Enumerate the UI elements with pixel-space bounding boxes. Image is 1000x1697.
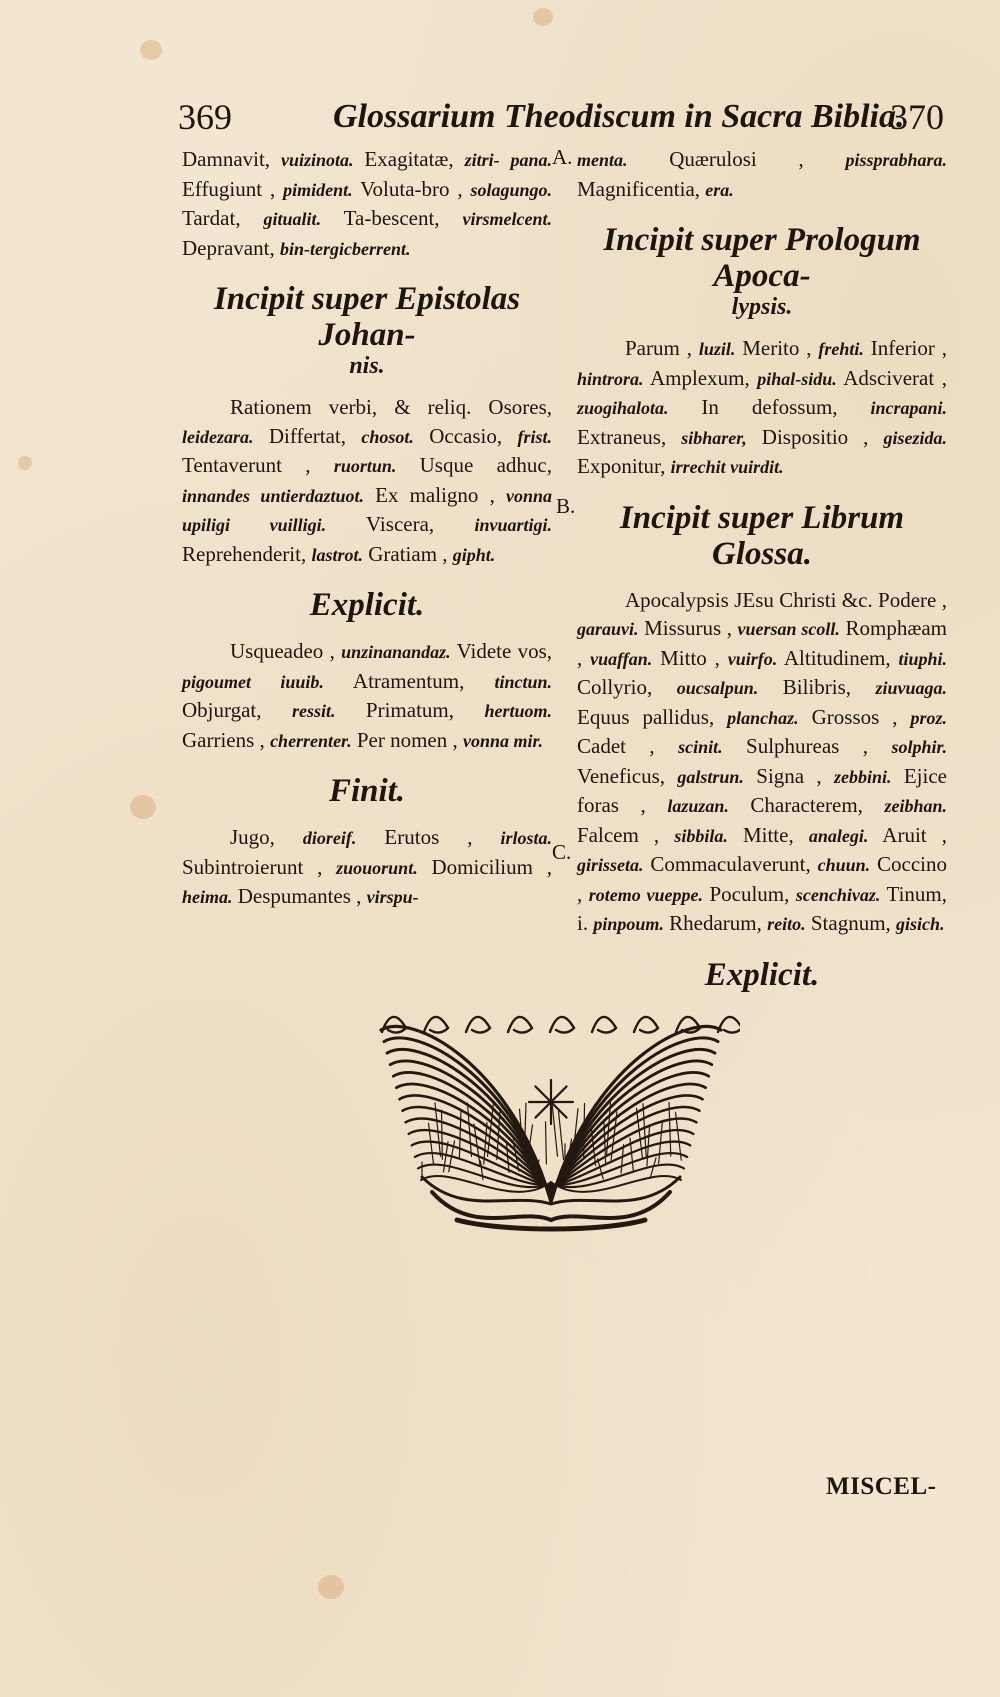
gloss-paragraph	[182, 393, 552, 569]
gloss-term: vuirfo.	[727, 648, 778, 669]
left-column	[182, 145, 552, 912]
gloss-term: planchaz.	[727, 707, 799, 728]
latin-text: Differtat,	[253, 423, 362, 448]
gloss-term: pigoumet iuuib.	[182, 671, 324, 692]
gloss-paragraph	[577, 334, 947, 482]
latin-text: Depravant,	[182, 235, 280, 260]
gloss-term: bin-tergicberrent.	[279, 238, 411, 259]
latin-text: Tentaverunt ,	[182, 453, 334, 477]
latin-text: Veneficus,	[577, 763, 678, 788]
gloss-term: pimident.	[283, 179, 353, 200]
gloss-term: hintrora.	[577, 368, 644, 389]
latin-text: Effugiunt ,	[182, 176, 284, 201]
page-number-left: 369	[178, 97, 232, 137]
foxing-spot	[318, 1575, 344, 1599]
foxing-spot	[140, 40, 162, 60]
gloss-term: garauvi.	[577, 619, 639, 639]
gloss-term: oucsalpun.	[676, 678, 759, 698]
gloss-term: leidezara.	[182, 426, 254, 447]
gloss-term: pihal-sidu.	[757, 368, 837, 389]
gloss-paragraph	[182, 637, 552, 755]
latin-text: Occasio,	[413, 423, 518, 448]
margin-marker-b: B.	[556, 494, 576, 518]
gloss-term: virspu-	[366, 887, 419, 907]
gloss-paragraph	[182, 145, 552, 263]
gloss-term: luzil.	[698, 339, 736, 359]
latin-text: Voluta-bro ,	[352, 176, 471, 201]
gloss-term: scinit.	[678, 737, 723, 757]
gloss-term: analegi.	[808, 825, 869, 846]
gloss-term: invuartigi.	[474, 515, 552, 535]
gloss-term: unzinanandaz.	[341, 642, 451, 662]
latin-text: Ejice foras ,	[577, 763, 947, 817]
gloss-term: solphir.	[891, 737, 947, 757]
gloss-term: zebbini.	[834, 766, 892, 787]
gloss-term: hertuom.	[484, 701, 552, 721]
gloss-term: frist.	[517, 426, 552, 447]
margin-marker-c: C.	[552, 840, 572, 864]
section-heading: Incipit super Librum Glossa.	[619, 499, 905, 572]
latin-text: Ta-bescent,	[321, 206, 463, 230]
latin-text: Atramentum,	[323, 668, 495, 693]
gloss-term: vuersan scoll.	[737, 619, 840, 639]
gloss-term: tinctun.	[494, 671, 553, 692]
gloss-term: zeibhan.	[884, 796, 947, 816]
latin-text: Despumantes ,	[232, 884, 367, 908]
gloss-paragraph	[577, 586, 947, 939]
gloss-term: heima.	[182, 887, 233, 907]
foxing-spot	[130, 795, 156, 819]
latin-text: Inferior ,	[863, 336, 948, 360]
running-header	[178, 96, 944, 146]
gloss-term: innandes untierdaztuot.	[182, 485, 364, 506]
woodcut-ornament	[362, 992, 740, 1238]
gloss-term: lastrot.	[311, 544, 363, 565]
gloss-term: ruortun.	[333, 456, 397, 476]
latin-text: Tardat,	[182, 206, 264, 230]
section-heading: Finit.	[328, 773, 406, 809]
latin-text: Characterem,	[728, 793, 885, 817]
latin-text: Missurus ,	[638, 616, 738, 640]
gloss-term: chosot.	[361, 426, 414, 447]
gloss-term: girisseta.	[577, 855, 644, 875]
latin-text: Primatum,	[335, 698, 485, 722]
latin-text: Mitte,	[727, 822, 809, 847]
section-heading: Explicit.	[309, 587, 425, 623]
gloss-term: proz.	[910, 707, 947, 728]
section-heading: Incipit super Epistolas Johan- nis.	[213, 281, 521, 379]
gloss-term: virsmelcent.	[462, 209, 552, 229]
gloss-term: zuogihalota.	[577, 398, 669, 418]
latin-text: Romphæam ,	[577, 616, 947, 670]
latin-text: Mitto ,	[652, 645, 728, 670]
gloss-term: vuizinota.	[280, 150, 354, 170]
foxing-spot	[18, 456, 32, 470]
latin-text: Ex maligno ,	[363, 482, 506, 507]
latin-text: Viscera,	[326, 512, 475, 536]
latin-text: Adsciverat ,	[836, 365, 947, 390]
gloss-term: lazuzan.	[667, 796, 729, 816]
gloss-term: irlosta.	[500, 828, 552, 848]
latin-text: Usqueadeo ,	[230, 639, 342, 663]
latin-text: Merito ,	[735, 336, 819, 360]
gloss-term: sibbila.	[674, 825, 728, 846]
latin-text: Sulphureas ,	[722, 734, 892, 758]
latin-text: Collyrio,	[577, 675, 677, 699]
gloss-term: pissprabhara.	[845, 150, 947, 170]
catchword: MISCEL-	[826, 1473, 937, 1500]
latin-text: Subintroierunt ,	[182, 854, 337, 879]
latin-text: Poculum,	[702, 881, 796, 906]
latin-text: Grossos ,	[798, 704, 911, 729]
gloss-term: pinpoum.	[593, 914, 664, 934]
gloss-term: dioreif.	[302, 828, 357, 848]
gloss-term: cherrenter.	[270, 730, 352, 751]
latin-text: Jugo,	[230, 825, 303, 849]
right-column	[577, 145, 947, 1007]
latin-text: Erutos ,	[356, 825, 501, 849]
latin-text: Exagitatæ,	[353, 147, 465, 171]
latin-text: Parum ,	[625, 336, 699, 360]
latin-text: In defossum,	[668, 395, 871, 419]
latin-text: Per nomen ,	[351, 727, 463, 752]
gloss-term: scenchivaz.	[795, 884, 881, 905]
latin-text: Amplexum,	[643, 365, 758, 390]
gloss-term: sibharer,	[681, 427, 747, 448]
latin-text: Extraneus,	[577, 424, 682, 449]
gloss-term: ziuvuaga.	[875, 678, 947, 698]
latin-text: Domicilium ,	[417, 854, 553, 879]
margin-marker-a: A.	[552, 145, 573, 169]
gloss-term: gitualit.	[263, 209, 322, 229]
latin-text: Quærulosi ,	[627, 147, 846, 171]
latin-text	[500, 147, 511, 171]
gloss-term: gipht.	[452, 544, 496, 565]
page-number-right: 370	[890, 97, 944, 137]
latin-text: Usque adhuc,	[396, 453, 552, 477]
gloss-term: galstrun.	[677, 766, 744, 787]
gloss-term: gisich.	[896, 914, 945, 934]
gloss-term: era.	[705, 179, 734, 200]
latin-text: Rhedarum,	[663, 911, 768, 935]
latin-text: Coccino ,	[577, 852, 947, 906]
gloss-term: vuaffan.	[590, 648, 653, 669]
gloss-term: pana.	[510, 150, 553, 170]
gloss-term: gisezida.	[883, 427, 947, 448]
gloss-term: ressit.	[291, 701, 336, 721]
latin-text: Rationem verbi, & reliq. Osores,	[230, 395, 552, 419]
latin-text: Cadet ,	[577, 734, 679, 758]
gloss-term: irrechit vuirdit.	[670, 457, 784, 477]
latin-text: Aruit ,	[868, 822, 948, 847]
latin-text: Damnavit,	[182, 147, 281, 171]
foxing-spot	[533, 8, 553, 26]
latin-text: Falcem ,	[577, 822, 675, 847]
latin-text: Stagnum,	[805, 911, 897, 935]
gloss-term: rotemo vueppe.	[588, 884, 703, 905]
gloss-term: frehti.	[818, 339, 864, 359]
gloss-term: solagungo.	[470, 179, 552, 200]
latin-text: Garriens ,	[182, 727, 271, 752]
gloss-term: tiuphi.	[898, 648, 948, 669]
section-heading: Incipit super Prologum Apoca- lypsis.	[603, 222, 921, 320]
section-heading: Explicit.	[704, 956, 820, 993]
latin-text: Gratiam ,	[362, 541, 453, 566]
latin-text: Commaculaverunt,	[643, 852, 818, 876]
latin-text: Reprehenderit,	[182, 541, 312, 566]
latin-text: Tinum, i.	[577, 881, 947, 935]
latin-text: Magnificentia,	[577, 176, 706, 201]
latin-text: Equus pallidus,	[577, 704, 728, 729]
gloss-term: incrapani.	[870, 398, 947, 418]
gloss-term: vonna mir.	[462, 730, 544, 751]
latin-text: Apocalypsis JEsu Christi &c. Podere ,	[625, 587, 947, 612]
latin-text: Videte vos,	[450, 639, 552, 663]
gloss-term: menta.	[577, 150, 628, 170]
gloss-paragraph	[577, 145, 947, 204]
latin-text: Exponitur,	[577, 454, 671, 478]
gloss-term: vonna upiligi vuilligi.	[182, 485, 552, 535]
gloss-paragraph	[182, 823, 552, 912]
latin-text: Altitudinem,	[777, 645, 899, 670]
gloss-term: reito.	[767, 914, 806, 934]
gloss-term: zuouorunt.	[336, 857, 418, 878]
running-title: Glossarium Theodiscum in Sacra Biblia.	[333, 98, 905, 135]
latin-text: Signa ,	[743, 763, 835, 788]
gloss-term: zitri-	[464, 150, 500, 170]
latin-text: Dispositio ,	[746, 424, 884, 449]
latin-text: Objurgat,	[182, 698, 292, 722]
gloss-term: chuun.	[817, 855, 871, 875]
latin-text: Bilibris,	[758, 675, 876, 699]
